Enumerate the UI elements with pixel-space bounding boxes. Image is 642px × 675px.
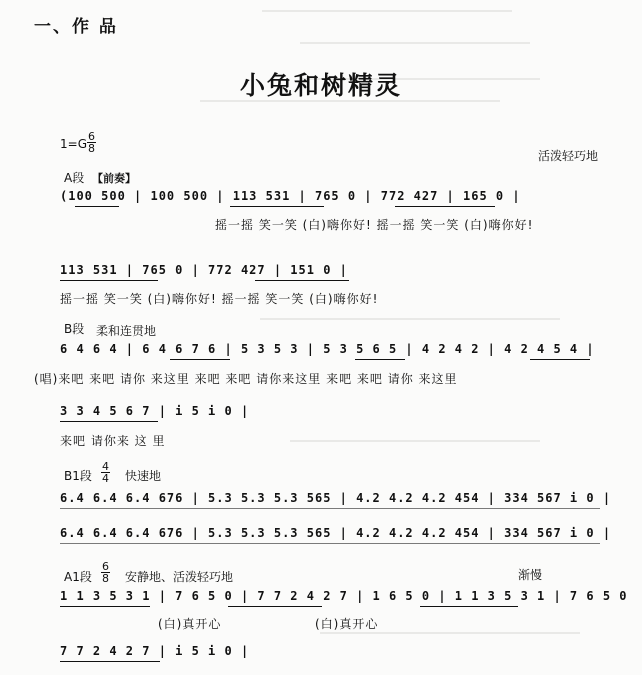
underline <box>60 606 150 607</box>
time-signature <box>101 561 110 584</box>
underline <box>60 508 600 509</box>
expression-mark: 柔和连贯地 <box>96 324 157 338</box>
bleed-through <box>320 632 580 634</box>
score-line-4: 3 3 4 5 6 7 | i 5 i 0 | <box>60 404 250 418</box>
section-heading: 一、作 品 <box>34 17 118 37</box>
meter-top: 4 <box>102 460 109 473</box>
lyric-line-4: 来吧 请你来 这 里 <box>60 434 166 448</box>
song-title: 小兔和树精灵 <box>239 71 402 100</box>
underline <box>75 206 119 207</box>
expression-mark: 安静地、活泼轻巧地 <box>125 570 234 584</box>
underline <box>60 661 160 662</box>
underline <box>355 359 405 360</box>
score-line-3: 6 4 6 4 | 6 4 6 7 6 | 5 3 5 3 | 5 3 5 6 5 | 4 2 4 2 | 4 2 4 5 4 | <box>60 342 595 356</box>
underline <box>170 359 230 360</box>
bleed-through <box>300 42 530 44</box>
underline <box>60 421 158 422</box>
meter-top: 6 <box>102 560 109 573</box>
meter-bottom: 8 <box>102 572 109 585</box>
underline <box>420 606 518 607</box>
bleed-through <box>290 440 540 442</box>
lyric-line-7a: (白)真开心 <box>158 617 222 631</box>
score-line-5: 6.4 6.4 6.4 676 | 5.3 5.3 5.3 565 | 4.2 4.2 4.2 454 | 334 567 i 0 | <box>60 491 612 505</box>
time-signature <box>87 131 96 154</box>
score-line-7: 1 1 3 5 3 1 | 7 6 5 0 | 7 7 2 4 2 7 | 1 6 5 0 | 1 1 3 5 3 1 | 7 6 5 0 <box>60 589 628 603</box>
score-line-1: (100 500 | 100 500 | 113 531 | 765 0 | 772 427 | 165 0 | <box>60 189 521 203</box>
time-signature <box>101 461 110 484</box>
intro-label: 【前奏】 <box>92 172 136 185</box>
underline <box>230 206 324 207</box>
meter-top: 6 <box>88 130 95 143</box>
section-a-label: A段 <box>64 171 85 185</box>
tempo-mark: 渐慢 <box>518 568 543 582</box>
underline <box>255 280 349 281</box>
underline <box>395 206 495 207</box>
bleed-through <box>260 318 560 320</box>
section-b-label: B段 <box>64 322 85 336</box>
lyric-line-2: 摇一摇 笑一笑 (白)嗨你好! 摇一摇 笑一笑 (白)嗨你好! <box>60 292 379 306</box>
meter-bottom: 4 <box>102 472 109 485</box>
section-a1-label: A1段 <box>64 570 92 584</box>
lyric-line-7b: (白)真开心 <box>315 617 379 631</box>
score-line-2: 113 531 | 765 0 | 772 427 | 151 0 | <box>60 263 348 277</box>
expression-mark: 快速地 <box>125 469 162 483</box>
section-b1-label: B1段 <box>64 469 92 483</box>
key-signature: 1=G <box>60 137 87 151</box>
meter-bottom: 8 <box>88 142 95 155</box>
underline <box>530 359 590 360</box>
underline <box>60 280 158 281</box>
tempo-mark: 活泼轻巧地 <box>538 149 599 163</box>
bleed-through <box>262 10 512 12</box>
underline <box>228 606 322 607</box>
score-line-6: 6.4 6.4 6.4 676 | 5.3 5.3 5.3 565 | 4.2 4.2 4.2 454 | 334 567 i 0 | <box>60 526 612 540</box>
lyric-line-1: 摇一摇 笑一笑 (白)嗨你好! 摇一摇 笑一笑 (白)嗨你好! <box>215 218 534 232</box>
score-line-8: 7 7 2 4 2 7 | i 5 i 0 | <box>60 644 250 658</box>
underline <box>60 543 600 544</box>
lyric-line-3: (唱)来吧 来吧 请你 来这里 来吧 来吧 请你来这里 来吧 来吧 请你 来这里 <box>34 372 458 386</box>
